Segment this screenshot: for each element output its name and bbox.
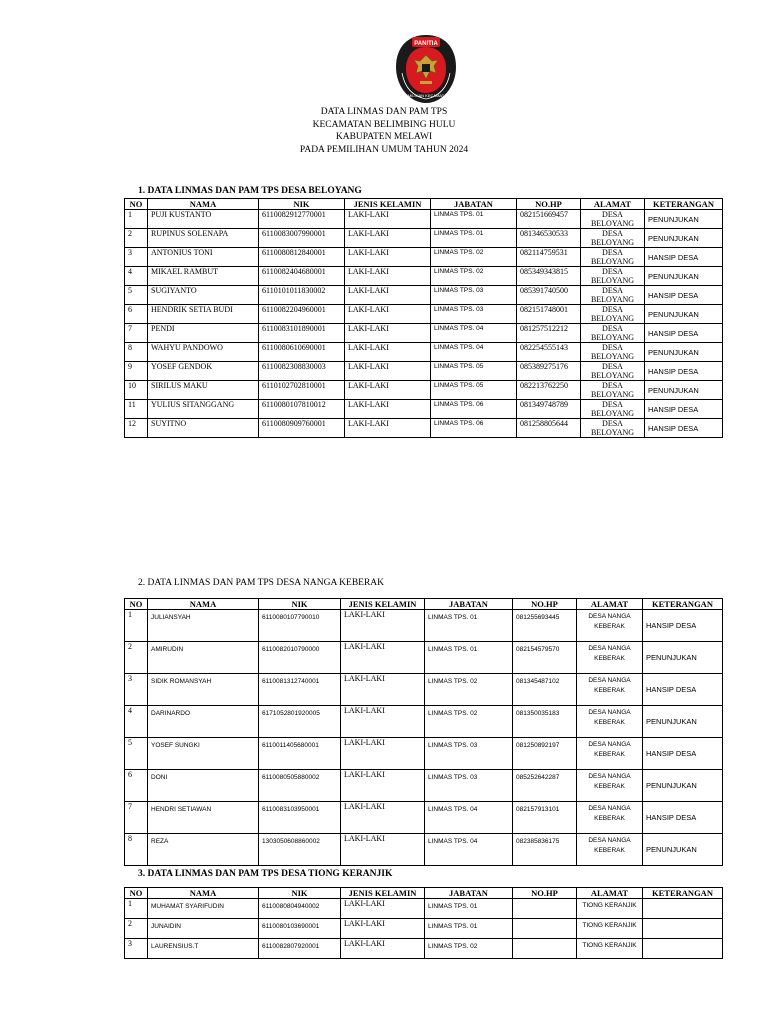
- phone-cell: 082157913101: [513, 802, 577, 834]
- position-cell: LINMAS TPS. 05: [431, 362, 517, 381]
- position-cell: LINMAS TPS. 02: [431, 248, 517, 267]
- table-row: [125, 939, 723, 959]
- nik-cell: 6110080909760001: [259, 419, 345, 438]
- position-cell: LINMAS TPS. 02: [431, 267, 517, 286]
- phone-cell: 082254555143: [517, 343, 581, 362]
- title-line: PADA PEMILIHAN UMUM TAHUN 2024: [299, 144, 469, 155]
- remarks-cell: PENUNJUKAN: [645, 229, 723, 248]
- gender-cell: LAKI-LAKI: [341, 834, 425, 866]
- column-header-address-cell: ALAMAT: [577, 599, 643, 610]
- gender-cell: LAKI-LAKI: [345, 210, 431, 229]
- table-row: [125, 802, 723, 834]
- remarks-cell: HANSIP DESA: [643, 674, 723, 706]
- row-number: 3: [125, 248, 148, 267]
- name-cell: HENDRI SETIAWAN: [148, 802, 259, 834]
- nik-cell: 6110082912770001: [259, 210, 345, 229]
- name-cell: SUGIYANTO: [148, 286, 259, 305]
- remarks-cell: PENUNJUKAN: [643, 770, 723, 802]
- table-row: [125, 706, 723, 738]
- column-header-gender-cell: JENIS KELAMIN: [345, 199, 431, 210]
- column-header-position-cell: JABATAN: [431, 199, 517, 210]
- position-cell: LINMAS TPS. 03: [425, 738, 513, 770]
- phone-cell: 082385836175: [513, 834, 577, 866]
- position-cell: LINMAS TPS. 03: [431, 305, 517, 324]
- table-row: [125, 674, 723, 706]
- gender-cell: LAKI-LAKI: [345, 324, 431, 343]
- remarks-cell: HANSIP DESA: [645, 286, 723, 305]
- row-number: 8: [125, 343, 148, 362]
- phone-cell: 082114759531: [517, 248, 581, 267]
- position-cell: LINMAS TPS. 01: [431, 229, 517, 248]
- name-cell: YOSEF GENDOK: [148, 362, 259, 381]
- address-cell: DESA BELOYANG: [581, 343, 645, 362]
- phone-cell: [513, 919, 577, 939]
- nik-cell: 6110080804940002: [259, 899, 341, 919]
- column-header-address-cell: ALAMAT: [581, 199, 645, 210]
- address-cell: DESA NANGA KEBERAK: [577, 738, 643, 770]
- address-cell: DESA NANGA KEBERAK: [577, 674, 643, 706]
- title-line: KECAMATAN BELIMBING HULU: [312, 119, 456, 130]
- gender-cell: LAKI-LAKI: [341, 802, 425, 834]
- name-cell: DARINARDO: [148, 706, 259, 738]
- nik-cell: 6110080812840001: [259, 248, 345, 267]
- table-row: [125, 305, 723, 324]
- address-cell: DESA BELOYANG: [581, 400, 645, 419]
- nik-cell: 6110081312740001: [259, 674, 341, 706]
- address-cell: DESA BELOYANG: [581, 210, 645, 229]
- table-row: [125, 229, 723, 248]
- table-header-row: [125, 599, 723, 610]
- linmas-table-tiong-keranjik: [124, 887, 723, 959]
- position-cell: LINMAS TPS. 04: [425, 802, 513, 834]
- section-heading-nanga-keberak: 2. DATA LINMAS DAN PAM TPS DESA NANGA KEBERAK: [138, 578, 385, 588]
- nik-cell: 6110082204960001: [259, 305, 345, 324]
- phone-cell: 085391740500: [517, 286, 581, 305]
- row-number: 10: [125, 381, 148, 400]
- row-number: 5: [125, 286, 148, 305]
- row-number: 1: [125, 610, 148, 642]
- address-cell: DESA BELOYANG: [581, 419, 645, 438]
- table-row: [125, 899, 723, 919]
- column-header-row-number: NO: [125, 199, 148, 210]
- table-row: [125, 381, 723, 400]
- phone-cell: 082151669457: [517, 210, 581, 229]
- table-row: [125, 834, 723, 866]
- remarks-cell: PENUNJUKAN: [645, 267, 723, 286]
- row-number: 2: [125, 229, 148, 248]
- name-cell: MIKAEL RAMBUT: [148, 267, 259, 286]
- nik-cell: 6110102702810001: [259, 381, 345, 400]
- column-header-remarks-cell: KETERANGAN: [643, 599, 723, 610]
- gender-cell: LAKI-LAKI: [345, 343, 431, 362]
- gender-cell: LAKI-LAKI: [345, 229, 431, 248]
- remarks-cell: [643, 939, 723, 959]
- position-cell: LINMAS TPS. 04: [425, 834, 513, 866]
- phone-cell: 082213762250: [517, 381, 581, 400]
- nik-cell: 6110011405680001: [259, 738, 341, 770]
- row-number: 7: [125, 324, 148, 343]
- phone-cell: [513, 939, 577, 959]
- phone-cell: 082151748001: [517, 305, 581, 324]
- position-cell: LINMAS TPS. 01: [425, 610, 513, 642]
- remarks-cell: HANSIP DESA: [645, 248, 723, 267]
- phone-cell: 081250892197: [513, 738, 577, 770]
- row-number: 4: [125, 706, 148, 738]
- nik-cell: 6110080610690001: [259, 343, 345, 362]
- phone-cell: 081258805644: [517, 419, 581, 438]
- row-number: 9: [125, 362, 148, 381]
- column-header-name-cell: NAMA: [148, 888, 259, 899]
- remarks-cell: HANSIP DESA: [645, 419, 723, 438]
- position-cell: LINMAS TPS. 01: [425, 919, 513, 939]
- table-row: [125, 362, 723, 381]
- position-cell: LINMAS TPS. 02: [425, 674, 513, 706]
- table-header-row: [125, 199, 723, 210]
- remarks-cell: HANSIP DESA: [645, 362, 723, 381]
- row-number: 7: [125, 802, 148, 834]
- row-number: 1: [125, 899, 148, 919]
- linmas-table-beloyang: [124, 198, 723, 438]
- row-number: 8: [125, 834, 148, 866]
- remarks-cell: HANSIP DESA: [643, 738, 723, 770]
- nik-cell: 6171052801920005: [259, 706, 341, 738]
- remarks-cell: PENUNJUKAN: [645, 343, 723, 362]
- section-heading-beloyang: 1. DATA LINMAS DAN PAM TPS DESA BELOYANG: [138, 186, 362, 196]
- phone-cell: 085349343815: [517, 267, 581, 286]
- remarks-cell: PENUNJUKAN: [645, 381, 723, 400]
- position-cell: LINMAS TPS. 04: [431, 343, 517, 362]
- position-cell: LINMAS TPS. 01: [425, 899, 513, 919]
- gender-cell: LAKI-LAKI: [341, 706, 425, 738]
- remarks-cell: PENUNJUKAN: [645, 305, 723, 324]
- name-cell: LAURENSIUS.T: [148, 939, 259, 959]
- nik-cell: 6110080505880002: [259, 770, 341, 802]
- phone-cell: [513, 899, 577, 919]
- address-cell: DESA NANGA KEBERAK: [577, 802, 643, 834]
- nik-cell: 6110082308830003: [259, 362, 345, 381]
- nik-cell: 6110082404680001: [259, 267, 345, 286]
- nik-cell: 6110101011830002: [259, 286, 345, 305]
- column-header-gender-cell: JENIS KELAMIN: [341, 888, 425, 899]
- address-cell: DESA NANGA KEBERAK: [577, 610, 643, 642]
- column-header-nik-cell: NIK: [259, 599, 341, 610]
- address-cell: TIONG KERANJIK: [577, 899, 643, 919]
- table-row: [125, 286, 723, 305]
- section-heading-tiong-keranjik: 3. DATA LINMAS DAN PAM TPS DESA TIONG KERANJIK: [138, 869, 393, 879]
- name-cell: RUPINUS SOLENAPA: [148, 229, 259, 248]
- position-cell: LINMAS TPS. 06: [431, 419, 517, 438]
- phone-cell: 081257512212: [517, 324, 581, 343]
- title-line: KABUPATEN MELAWI: [335, 132, 433, 142]
- table-header-row: [125, 888, 723, 899]
- phone-cell: 081350035183: [513, 706, 577, 738]
- column-header-position-cell: JABATAN: [425, 888, 513, 899]
- column-header-row-number: NO: [125, 888, 148, 899]
- gender-cell: LAKI-LAKI: [345, 381, 431, 400]
- column-header-remarks-cell: KETERANGAN: [643, 888, 723, 899]
- name-cell: HENDRIK SETIA BUDI: [148, 305, 259, 324]
- remarks-cell: PENUNJUKAN: [643, 834, 723, 866]
- name-cell: WAHYU PANDOWO: [148, 343, 259, 362]
- phone-cell: 085252642287: [513, 770, 577, 802]
- column-header-remarks-cell: KETERANGAN: [645, 199, 723, 210]
- remarks-cell: [643, 899, 723, 919]
- panitia-pemilihan-kecamatan-logo: [394, 33, 458, 105]
- gender-cell: LAKI-LAKI: [341, 919, 425, 939]
- remarks-cell: HANSIP DESA: [645, 324, 723, 343]
- address-cell: DESA NANGA KEBERAK: [577, 770, 643, 802]
- remarks-cell: PENUNJUKAN: [643, 706, 723, 738]
- position-cell: LINMAS TPS. 04: [431, 324, 517, 343]
- column-header-name-cell: NAMA: [148, 599, 259, 610]
- name-cell: AMIRUDIN: [148, 642, 259, 674]
- column-header-nik-cell: NIK: [259, 199, 345, 210]
- table-row: [125, 770, 723, 802]
- table-row: [125, 738, 723, 770]
- name-cell: REZA: [148, 834, 259, 866]
- position-cell: LINMAS TPS. 03: [425, 770, 513, 802]
- gender-cell: LAKI-LAKI: [341, 738, 425, 770]
- row-number: 1: [125, 210, 148, 229]
- name-cell: PENDI: [148, 324, 259, 343]
- name-cell: SIDIK ROMANSYAH: [148, 674, 259, 706]
- table-row: [125, 324, 723, 343]
- nik-cell: 6110080103690001: [259, 919, 341, 939]
- address-cell: DESA NANGA KEBERAK: [577, 642, 643, 674]
- nik-cell: 6110080107790010: [259, 610, 341, 642]
- row-number: 3: [125, 674, 148, 706]
- address-cell: DESA BELOYANG: [581, 286, 645, 305]
- address-cell: DESA NANGA KEBERAK: [577, 834, 643, 866]
- column-header-position-cell: JABATAN: [425, 599, 513, 610]
- address-cell: DESA BELOYANG: [581, 324, 645, 343]
- remarks-cell: [643, 919, 723, 939]
- nik-cell: 6110083103950001: [259, 802, 341, 834]
- name-cell: SIRILUS MAKU: [148, 381, 259, 400]
- column-header-phone-cell: NO.HP: [513, 599, 577, 610]
- address-cell: DESA BELOYANG: [581, 381, 645, 400]
- gender-cell: LAKI-LAKI: [345, 362, 431, 381]
- gender-cell: LAKI-LAKI: [341, 642, 425, 674]
- table-row: [125, 248, 723, 267]
- column-header-phone-cell: NO.HP: [517, 199, 581, 210]
- name-cell: ANTONIUS TONI: [148, 248, 259, 267]
- gender-cell: LAKI-LAKI: [345, 400, 431, 419]
- address-cell: DESA BELOYANG: [581, 229, 645, 248]
- phone-cell: 081346530533: [517, 229, 581, 248]
- row-number: 6: [125, 305, 148, 324]
- nik-cell: 6110083101890001: [259, 324, 345, 343]
- row-number: 5: [125, 738, 148, 770]
- table-row: [125, 343, 723, 362]
- column-header-gender-cell: JENIS KELAMIN: [341, 599, 425, 610]
- remarks-cell: HANSIP DESA: [643, 610, 723, 642]
- nik-cell: 6110082807920001: [259, 939, 341, 959]
- phone-cell: 081345487102: [513, 674, 577, 706]
- position-cell: LINMAS TPS. 03: [431, 286, 517, 305]
- column-header-name-cell: NAMA: [148, 199, 259, 210]
- table-row: [125, 267, 723, 286]
- row-number: 4: [125, 267, 148, 286]
- row-number: 6: [125, 770, 148, 802]
- table-row: [125, 642, 723, 674]
- row-number: 2: [125, 919, 148, 939]
- table-row: [125, 419, 723, 438]
- column-header-nik-cell: NIK: [259, 888, 341, 899]
- nik-cell: 6110082010790000: [259, 642, 341, 674]
- row-number: 3: [125, 939, 148, 959]
- name-cell: DONI: [148, 770, 259, 802]
- position-cell: LINMAS TPS. 01: [431, 210, 517, 229]
- position-cell: LINMAS TPS. 02: [425, 939, 513, 959]
- table-row: [125, 400, 723, 419]
- name-cell: PUJI KUSTANTO: [148, 210, 259, 229]
- svg-text:PEMILIHAN KECAMATAN: PEMILIHAN KECAMATAN: [402, 93, 450, 98]
- name-cell: JULIANSYAH: [148, 610, 259, 642]
- remarks-cell: PENUNJUKAN: [645, 210, 723, 229]
- address-cell: DESA BELOYANG: [581, 248, 645, 267]
- row-number: 12: [125, 419, 148, 438]
- gender-cell: LAKI-LAKI: [345, 419, 431, 438]
- column-header-row-number: NO: [125, 599, 148, 610]
- gender-cell: LAKI-LAKI: [345, 286, 431, 305]
- gender-cell: LAKI-LAKI: [345, 305, 431, 324]
- address-cell: DESA BELOYANG: [581, 362, 645, 381]
- remarks-cell: HANSIP DESA: [643, 802, 723, 834]
- table-row: [125, 210, 723, 229]
- phone-cell: 082154579570: [513, 642, 577, 674]
- position-cell: LINMAS TPS. 02: [425, 706, 513, 738]
- gender-cell: LAKI-LAKI: [341, 899, 425, 919]
- linmas-table-nanga-keberak: [124, 598, 723, 866]
- nik-cell: 6110080107810012: [259, 400, 345, 419]
- name-cell: YULIUS SITANGGANG: [148, 400, 259, 419]
- gender-cell: LAKI-LAKI: [345, 248, 431, 267]
- svg-text:PANITIA: PANITIA: [414, 41, 438, 47]
- row-number: 2: [125, 642, 148, 674]
- document-title: [0, 106, 768, 156]
- phone-cell: 081349748789: [517, 400, 581, 419]
- position-cell: LINMAS TPS. 06: [431, 400, 517, 419]
- gender-cell: LAKI-LAKI: [345, 267, 431, 286]
- phone-cell: 085389275176: [517, 362, 581, 381]
- table-row: [125, 610, 723, 642]
- nik-cell: 1303050608860002: [259, 834, 341, 866]
- row-number: 11: [125, 400, 148, 419]
- address-cell: DESA BELOYANG: [581, 305, 645, 324]
- nik-cell: 6110083007990001: [259, 229, 345, 248]
- name-cell: MUHAMAT SYARIFUDIN: [148, 899, 259, 919]
- remarks-cell: PENUNJUKAN: [643, 642, 723, 674]
- gender-cell: LAKI-LAKI: [341, 939, 425, 959]
- address-cell: DESA BELOYANG: [581, 267, 645, 286]
- remarks-cell: HANSIP DESA: [645, 400, 723, 419]
- gender-cell: LAKI-LAKI: [341, 770, 425, 802]
- phone-cell: 081255693445: [513, 610, 577, 642]
- position-cell: LINMAS TPS. 05: [431, 381, 517, 400]
- gender-cell: LAKI-LAKI: [341, 674, 425, 706]
- position-cell: LINMAS TPS. 01: [425, 642, 513, 674]
- address-cell: DESA NANGA KEBERAK: [577, 706, 643, 738]
- gender-cell: LAKI-LAKI: [341, 610, 425, 642]
- table-row: [125, 919, 723, 939]
- name-cell: SUYITNO: [148, 419, 259, 438]
- title-line: DATA LINMAS DAN PAM TPS: [320, 107, 448, 117]
- address-cell: TIONG KERANJIK: [577, 939, 643, 959]
- column-header-address-cell: ALAMAT: [577, 888, 643, 899]
- column-header-phone-cell: NO.HP: [513, 888, 577, 899]
- name-cell: JUNAIDIN: [148, 919, 259, 939]
- address-cell: TIONG KERANJIK: [577, 919, 643, 939]
- name-cell: YOSEF SUNGKI: [148, 738, 259, 770]
